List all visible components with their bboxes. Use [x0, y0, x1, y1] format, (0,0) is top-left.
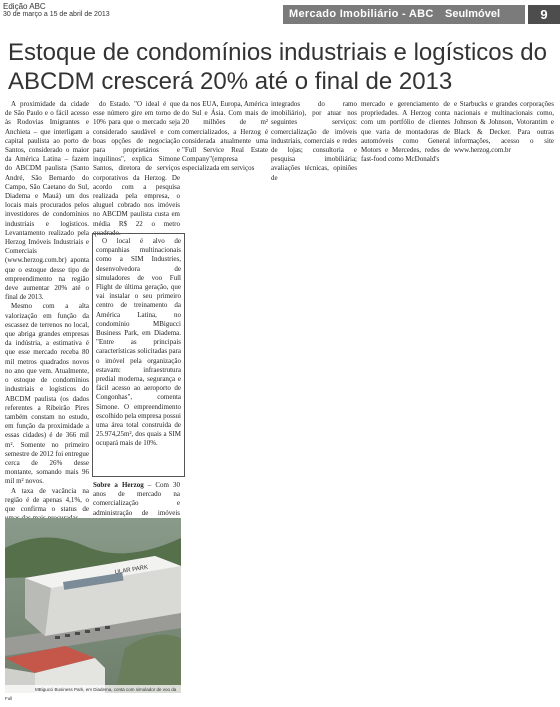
edition-info: [3, 3, 110, 19]
paragraph: A proximidade da cidade de São Paulo e o fácil acesso às Rodovias Imigrantes e Anchieta – que interligam a capital paulista ao porto de Santos, considerado o maior da América Latina – fazem do ABCDM paulista (Santo André, São Bernardo do Campo, São Caetano do Sul, Diadema e Mauá) um dos locais mais procurados pelos investidores de condomínios industriais e logísticos. Levantamento realizado pela Herzog Imóveis Industriais e Comerciais (www.herzog.com.br) aponta que o estoque desse tipo de empreendimento na região deve aumentar 20% até o final de 2013.: [5, 100, 89, 302]
paragraph: do Estado. "O ideal é que esse número gire em torno de 10% para que o mercado seja considerado saudável e com boas opções de negociação para proprietários e inquilinos", explica Simone Santos, diretora de serviços corporativos da Herzog. De acordo com a pesquisa realizada pela empresa, o aluguel cobrado nos imóveis no ABCDM paulista custa em média R$ 22 o metro quadrado.: [93, 100, 180, 237]
section-title: Mercado Imobiliário - ABC: [289, 8, 434, 20]
paragraph: A taxa de vacância na região é de apenas 4,1%, o que confirma o status de: [5, 486, 89, 513]
edition-date: 30 de março a 15 de abril de 2013: [3, 11, 110, 18]
column-4: [271, 100, 357, 183]
brand-name: SeuImóvel: [445, 8, 501, 20]
photo-caption: MBigucci Business Park, em Diadema, conta com simulador de voo da Full: [5, 685, 181, 694]
column-2: [93, 100, 180, 238]
paragraph: da nos EUA, Europa, América do Sul e Ásia. Com mais de 20 milhões de m² comercializados, a Herzog é considerada atualmente uma "Full Service Real Estate Company"(empresa especializada em serviços: [182, 100, 268, 173]
paragraph: – Com 30 anos de mercado na comercialização e administração de imóveis: [93, 481, 180, 517]
building-sign: ULAR PARK: [114, 564, 149, 576]
paragraph: integrados do ramo imobiliário), por atuar nos seguintes serviços: comercialização de imóveis industriais, comerciais e redes de lojas; consultoria e pesquisa imobiliária; avaliações técnicas, opiniões de: [271, 100, 357, 182]
highlight-text: O local é alvo de companhias multinacionais como a SIM Industries, desenvolvedora de simuladores de voo Full Flight de última geração, que vai instalar o seu primeiro centro de treinamento da América Latina, no condomínio MBigucci Business Park, em Diadema. "Entre as principais características solicitadas para o imóvel pela organização estavam: infraestrutura predial moderna, segurança e fácil acesso ao aeroporto de Congonhas", comenta Simone. O empreendimento escolhido pela empresa possui uma área total construída de 25.974,25m², dos quais a SIM ocupará mais de 10%.: [96, 237, 181, 448]
subheading: Sobre a Herzog: [93, 481, 144, 489]
edition-label: Edição ABC: [3, 2, 46, 11]
column-5: [361, 100, 450, 164]
column-3: [182, 100, 268, 174]
aerial-photo: [5, 518, 181, 701]
column-6: [454, 100, 554, 155]
article-headline: Estoque de condomínios industriais e logísticos do ABCDM crescerá 20% até o final de 2013: [8, 39, 547, 95]
column-1: [5, 100, 89, 523]
paragraph: mercado e gerenciamento de propriedades. A Herzog conta com um portfólio de clientes que varia de montadoras de automóveis como General Motors e Mercedes, redes de fast-food como McDonald's: [361, 100, 450, 164]
highlight-box: [92, 233, 185, 477]
paragraph: e Starbucks e grandes corporações nacionais e multinacionais como, Johnson & Johnson, Votorantim e Black & Decker. Para outras informações, acesso o site www.herzog.com.br: [454, 100, 554, 155]
page-header: [0, 0, 560, 30]
aerial-photo-drawing: [5, 518, 181, 693]
page-number: 9: [528, 5, 560, 24]
paragraph: Mesmo com a alta valorização em função da escassez de terrenos no local, que abriga grandes empresas da indústria, a estimativa é que esse mercado receba 80 mil metros quadrados novos no ano que vem. Atualmente, o estoque de condomínios industriais e logísticos do ABCDM paulista (os dados referentes a Ribeirão Pires também constam no estudo, em função da proximidade a essas cidades) é de 366 mil m². Somente no primeiro semestre de 2012 foi entregue cerca de 26% desse montante, somando mais 96 mil m² novos.: [5, 302, 89, 486]
